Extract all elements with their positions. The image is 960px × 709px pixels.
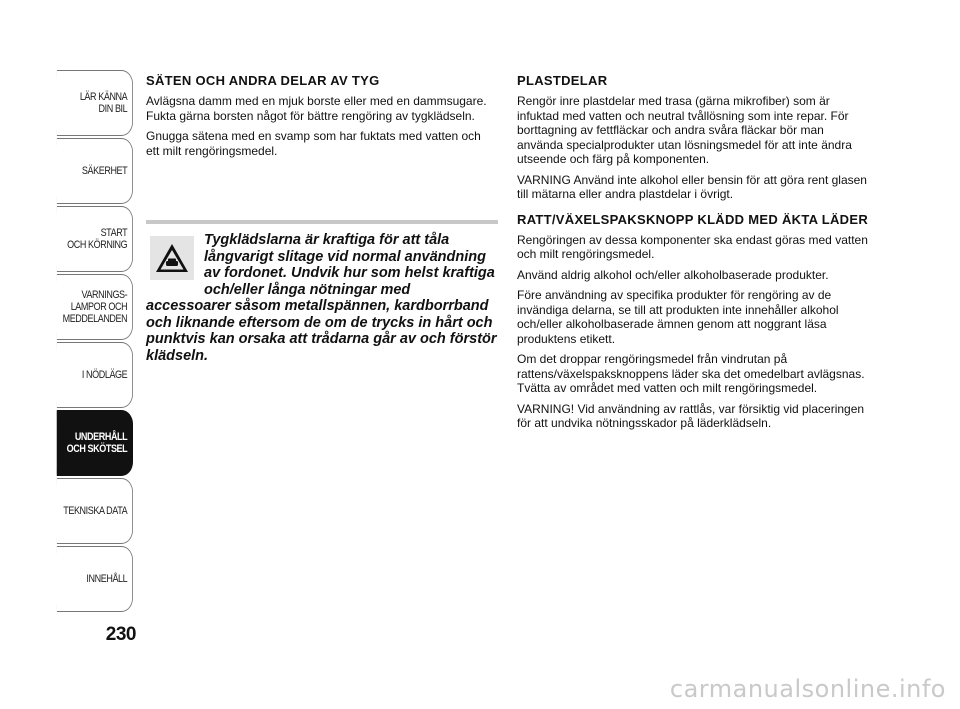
- paragraph: VARNING! Vid användning av rattlås, var försiktig vid placeringen för att undvika nötningsskador på läderklädseln.: [517, 401, 865, 430]
- section-title-leather: RATT/VÄXELSPAKSKNOPP KLÄDD MED ÄKTA LÄDER: [517, 211, 869, 227]
- tab-lar-kanna-din-bil[interactable]: LÄR KÄNNA DIN BIL: [57, 70, 133, 136]
- paragraph: Gnugga sätena med en svamp som har fuktats med vatten och ett milt rengöringsmedel.: [146, 129, 481, 158]
- paragraph: Om det droppar rengöringsmedel från vindrutan på rattens/växelspaksknoppens läder ska det omedelbart avlägsnas. Tvätta av området med vatten och milt rengöringsmedel.: [517, 352, 865, 395]
- paragraph: Rengöringen av dessa komponenter ska endast göras med vatten och milt rengöringsmedel.: [517, 232, 868, 261]
- chapter-tabs: [40, 70, 133, 614]
- tab-underhall-och-skotsel[interactable]: UNDERHÅLL OCH SKÖTSEL: [57, 410, 133, 476]
- paragraph: Avlägsna damm med en mjuk borste eller med en dammsugare. Fukta gärna borsten något för bättre rengöring av tygklädseln.: [146, 94, 487, 123]
- paragraph: Rengör inre plastdelar med trasa (gärna mikrofiber) som är infuktad med vatten och neutral tvållösning som inte repar. För borttagning av fettfläckar och andra svåra fläckar bör man använda specialprodukter utan lösningsmedel för att inte ändra utseende och färg på komponenten.: [517, 94, 852, 166]
- warning-triangle-icon: [150, 236, 194, 280]
- tab-innehall[interactable]: INNEHÅLL: [57, 546, 133, 612]
- paragraph: VARNING Använd inte alkohol eller bensin för att göra rent glasen till mätarna eller andra plastdelar i övrigt.: [517, 172, 867, 201]
- left-column: [146, 73, 496, 164]
- tab-start-och-korning[interactable]: START OCH KÖRNING: [57, 206, 133, 272]
- section-title-plastic: PLASTDELAR: [517, 73, 608, 88]
- right-column: [517, 73, 872, 437]
- tab-varningslampor[interactable]: VARNINGS- LAMPOR OCH MEDDELANDEN: [57, 274, 133, 340]
- paragraph: Före användning av specifika produkter för rengöring av de invändiga delarna, se till att produkten inte innehåller alkohol och/eller alkoholbaserade ämnen genom att noggrant läsa produktens etikett.: [517, 288, 839, 346]
- page-number: 230: [105, 624, 136, 645]
- tab-tekniska-data[interactable]: TEKNISKA DATA: [57, 478, 133, 544]
- paragraph: Använd aldrig alkohol och/eller alkoholbaserade produkter.: [517, 267, 829, 282]
- watermark: carmanualsonline.info: [669, 675, 946, 703]
- tab-i-nodlage[interactable]: I NÖDLÄGE: [57, 342, 133, 408]
- warning-box: [146, 220, 498, 364]
- tab-sakerhet[interactable]: SÄKERHET: [57, 138, 133, 204]
- section-title-textile: SÄTEN OCH ANDRA DELAR AV TYG: [146, 73, 380, 88]
- warning-text: Tygklädslarna är kraftiga för att tåla långvarigt slitage vid normal användning av fordonet. Undvik hur som helst kraftiga och/eller långa nötningar med accessoarer såsom metallspännen, kardborrband och liknande eftersom de om de trycks in hårt och punktvis kan orsaka att trådarna går av och förstör klädseln.: [146, 232, 497, 364]
